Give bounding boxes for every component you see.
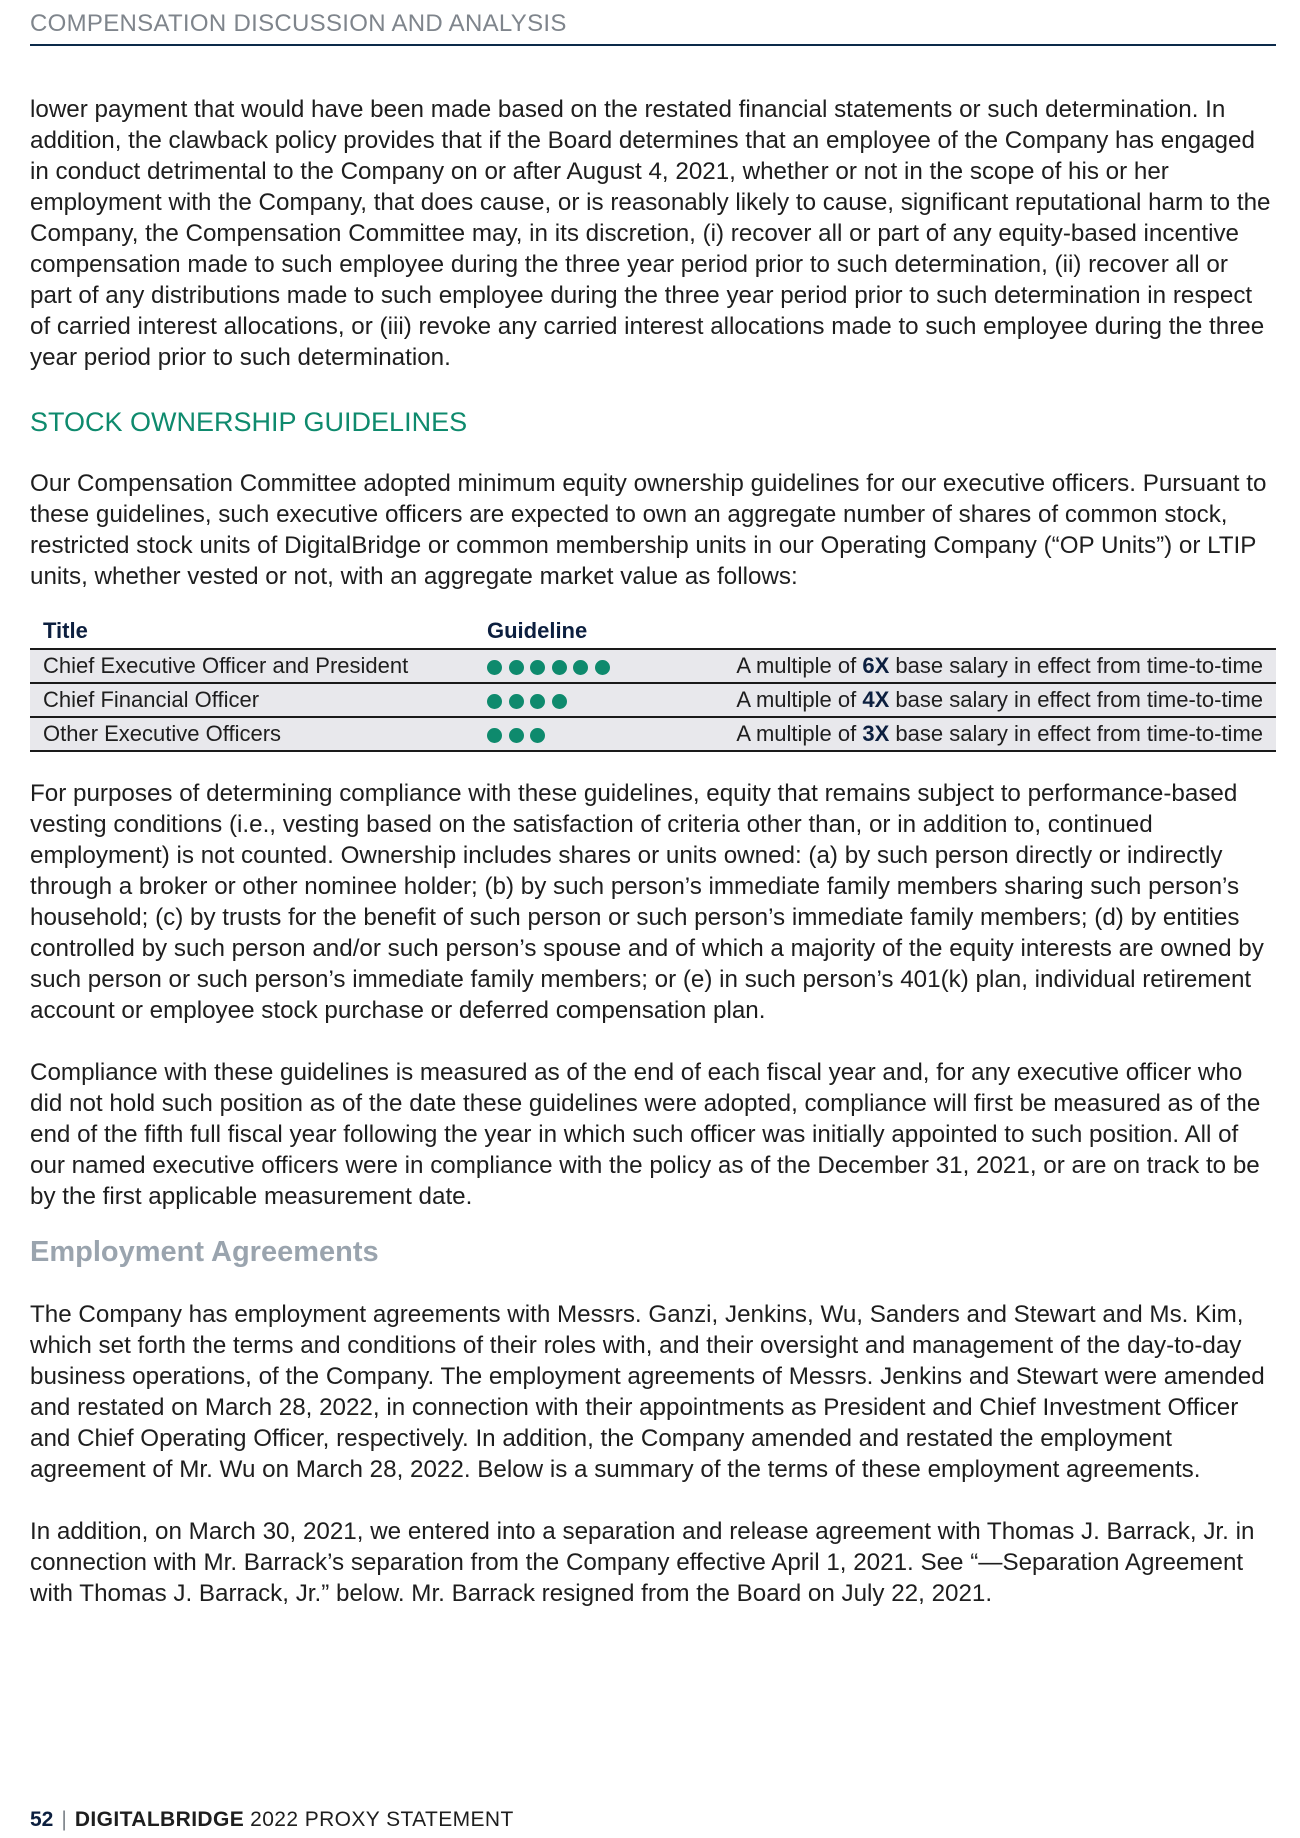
guideline-dots [474,717,666,751]
compliance-measured-paragraph: Compliance with these guidelines is measured as of the end of each fiscal year and, for any executive officer who did not hold such position as of the date these guidelines were adopted, compliance will first be measured as of the end of the fifth full fiscal year following the year in which such officer was initially appointed to such position. All of our named executive officers were in compliance with the policy as of the December 31, 2021, or are on track to be by the first applicable measurement date. [30,1059,1261,1210]
multiple-value: 3X [862,721,890,746]
table-row [30,649,1276,683]
guideline-dot-icon [530,728,545,743]
table-row [30,717,1276,751]
employment-agreements-heading: Employment Agreements [30,1236,379,1268]
guideline-dot-icon [509,660,524,675]
row-title: Chief Executive Officer and President [30,649,474,683]
table-row [30,683,1276,717]
multiple-suffix: base salary in effect from time-to-time [895,653,1263,678]
guideline-dot-icon [595,660,610,675]
guideline-dots [474,683,666,717]
footer-brand: DIGITALBRIDGE [74,1808,245,1831]
guideline-dot-icon [509,728,524,743]
multiple-suffix: base salary in effect from time-to-time [895,687,1263,712]
compliance-purposes-paragraph: For purposes of determining compliance with these guidelines, equity that remains subject to performance-based vesting conditions (i.e., vesting based on the satisfaction of criteria other than, or in addition to, continued employment) is not counted. Ownership includes shares or units owned: (a) by such person directly or indirectly through a broker or other nominee holder; (b) by such person’s immediate family members sharing such person’s household; (c) by trusts for the benefit of such person or such person’s immediate family members; (d) by entities controlled by such person and/or such person’s spouse and of which a majority of the equity interests are owned by such person or such person’s immediate family members; or (e) in such person’s 401(k) plan, individual retirement account or employee stock purchase or deferred compensation plan. [30,780,1264,1024]
guideline-column-header: Guideline [474,618,666,649]
guideline-dot-icon [552,660,567,675]
guideline-dot-icon [487,694,502,709]
multiple-value: 6X [862,653,890,678]
row-title: Other Executive Officers [30,717,474,751]
footer-document-title: 2022 PROXY STATEMENT [250,1808,514,1831]
employment-paragraph-1: The Company has employment agreements with Messrs. Ganzi, Jenkins, Wu, Sanders and Stewart and Ms. Kim, which set forth the terms and conditions of their roles with, and their oversight and management of the day-to-day business operations, of the Company. The employment agreements of Messrs. Jenkins and Stewart were amended and restated on March 28, 2022, in connection with their appointments as President and Chief Investment Officer and Chief Operating Officer, respectively. In addition, the Company amended and restated the employment agreement of Mr. Wu on March 28, 2022. Below is a summary of the terms of these employment agreements. [30,1301,1265,1483]
guideline-description [666,683,1276,717]
page-footer [30,1808,514,1832]
row-title: Chief Financial Officer [30,683,474,717]
guideline-dot-icon [509,694,524,709]
guideline-dot-icon [487,728,502,743]
guideline-dots [474,649,666,683]
employment-paragraph-2: In addition, on March 30, 2021, we entered into a separation and release agreement with Thomas J. Barrack, Jr. in connection with Mr. Barrack’s separation from the Company effective April 1, 2021. See “—Separation Agreement with Thomas J. Barrack, Jr.” below. Mr. Barrack resigned from the Board on July 22, 2021. [30,1518,1255,1607]
guideline-dot-icon [487,660,502,675]
guideline-dot-icon [552,694,567,709]
multiple-suffix: base salary in effect from time-to-time [895,721,1263,746]
multiple-prefix: A multiple of [736,653,857,678]
stock-ownership-intro: Our Compensation Committee adopted minimum equity ownership guidelines for our executive officers. Pursuant to these guidelines, such executive officers are expected to own an aggregate number of shares of common stock, restricted stock units of DigitalBridge or common membership units in our Operating Company (“OP Units”) or LTIP units, whether vested or not, with an aggregate market value as follows: [30,470,1267,590]
running-header: COMPENSATION DISCUSSION AND ANALYSIS [30,10,1276,46]
guideline-description [666,649,1276,683]
guideline-description [666,717,1276,751]
document-page [30,0,1276,1609]
multiple-prefix: A multiple of [736,721,857,746]
guideline-dot-icon [530,694,545,709]
multiple-value: 4X [862,687,890,712]
ownership-guidelines-table [30,618,1276,752]
page-number: 52 [30,1808,54,1831]
multiple-prefix: A multiple of [736,687,857,712]
guideline-dot-icon [530,660,545,675]
stock-ownership-heading: STOCK OWNERSHIP GUIDELINES [30,407,468,437]
table-header-row [30,618,1276,649]
clawback-paragraph: lower payment that would have been made based on the restated financial statements or such determination. In addition, the clawback policy provides that if the Board determines that an employee of the Company has engaged in conduct detrimental to the Company on or after August 4, 2021, whether or not in the scope of his or her employment with the Company, that does cause, or is reasonably likely to cause, significant reputational harm to the Company, the Compensation Committee may, in its discretion, (i) recover all or part of any equity-based incentive compensation made to such employee during the three year period prior to such determination, (ii) recover all or part of any distributions made to such employee during the three year period prior to such determination in respect of carried interest allocations, or (iii) revoke any carried interest allocations made to such employee during the three year period prior to such determination. [30,96,1271,371]
description-column-header [666,618,1276,649]
title-column-header: Title [30,618,474,649]
footer-separator: | [61,1808,67,1831]
guideline-dot-icon [573,660,588,675]
